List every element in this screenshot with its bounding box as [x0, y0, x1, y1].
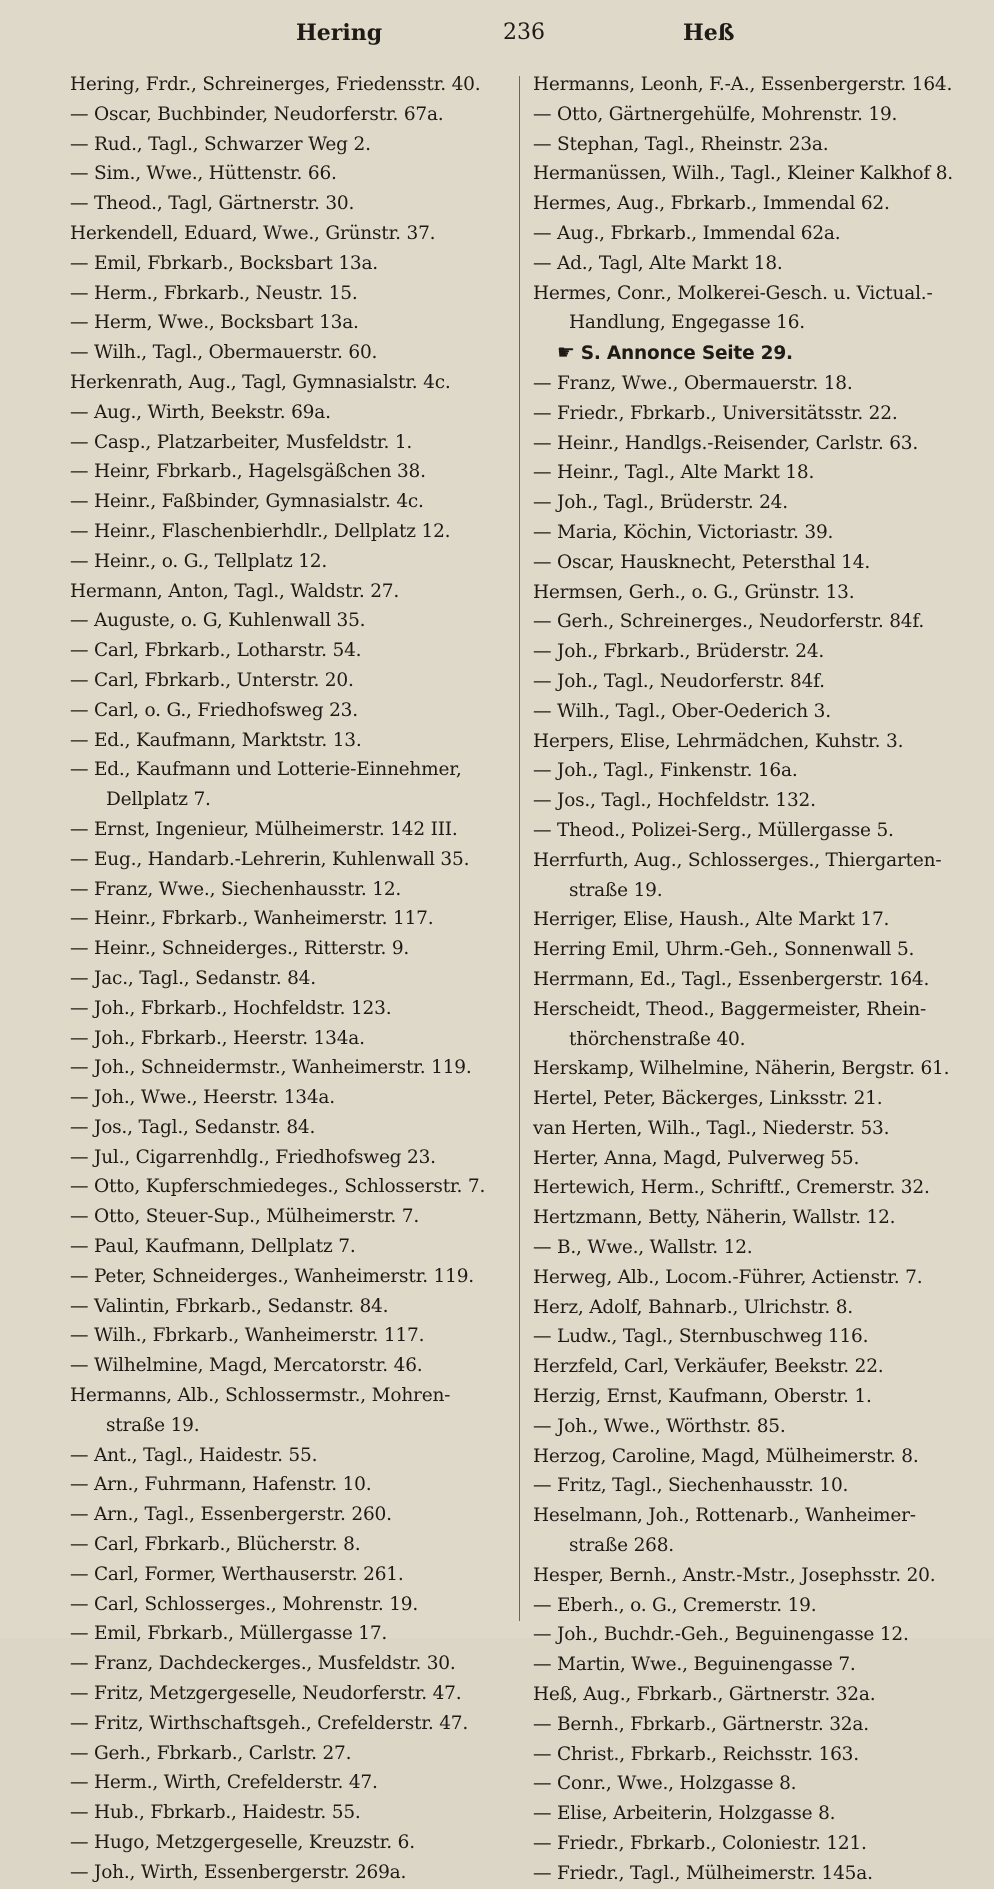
directory-entry: Herrmann, Ed., Tagl., Essenbergerstr. 164. — [533, 968, 930, 990]
directory-entry: — Wilh., Fbrkarb., Wanheimerstr. 117. — [70, 1325, 425, 1347]
directory-entry: — Friedr., Tagl., Mülheimerstr. 145a. — [533, 1862, 873, 1884]
directory-entry: — Herm, Wwe., Bocksbart 13a. — [70, 312, 359, 334]
pointing-hand-icon: ☛ — [557, 340, 575, 365]
directory-entry: Herkenrath, Aug., Tagl, Gymnasialstr. 4c. — [70, 371, 451, 393]
directory-entry: — Sim., Wwe., Hüttenstr. 66. — [70, 163, 337, 185]
directory-entry: Herz, Adolf, Bahnarb., Ulrichstr. 8. — [533, 1296, 853, 1318]
directory-entry: — Bernh., Fbrkarb., Gärtnerstr. 32a. — [533, 1713, 869, 1735]
directory-entry: — Oscar, Hausknecht, Petersthal 14. — [533, 551, 871, 573]
directory-entry: — Wilh., Tagl., Obermauerstr. 60. — [70, 342, 378, 364]
directory-entry: — Emil, Fbrkarb., Bocksbart 13a. — [70, 252, 378, 274]
directory-entry: — Ed., Kaufmann und Lotterie-Einnehmer, — [70, 759, 462, 781]
directory-entry: — Stephan, Tagl., Rheinstr. 23a. — [533, 133, 829, 155]
directory-entry: — Auguste, o. G, Kuhlenwall 35. — [70, 610, 366, 632]
directory-entry: Herzog, Caroline, Magd, Mülheimerstr. 8. — [533, 1445, 919, 1467]
directory-entry: Herscheidt, Theod., Baggermeister, Rhein- — [533, 998, 927, 1020]
directory-entry: — Ad., Tagl, Alte Markt 18. — [533, 252, 783, 274]
directory-entry: — Fritz, Wirthschaftsgeh., Crefelderstr. 47. — [70, 1712, 469, 1734]
directory-entry: — Joh., Wwe., Wörthstr. 85. — [533, 1415, 786, 1437]
directory-entry: Hermsen, Gerh., o. G., Grünstr. 13. — [533, 581, 855, 603]
directory-entry: — Casp., Platzarbeiter, Musfeldstr. 1. — [70, 431, 413, 453]
directory-entry: — Aug., Wirth, Beekstr. 69a. — [70, 401, 331, 423]
directory-entry: — Hub., Fbrkarb., Haidestr. 55. — [70, 1802, 361, 1824]
directory-entry: Hermanüssen, Wilh., Tagl., Kleiner Kalkhof 8. — [533, 163, 953, 185]
directory-entry: — Fritz, Metzgergeselle, Neudorferstr. 47. — [70, 1683, 462, 1705]
directory-entry: Dellplatz 7. — [106, 789, 211, 811]
directory-entry: — Otto, Kupferschmiedeges., Schlosserstr. 7. — [70, 1176, 486, 1198]
directory-entry: — Heinr., Tagl., Alte Markt 18. — [533, 462, 815, 484]
directory-entry: — Joh., Wirth, Essenbergerstr. 269a. — [70, 1861, 407, 1883]
directory-entry: — Wilhelmine, Magd, Mercatorstr. 46. — [70, 1355, 423, 1377]
directory-entry: Herskamp, Wilhelmine, Näherin, Bergstr. 61. — [533, 1058, 950, 1080]
directory-entry: Hermanns, Leonh, F.-A., Essenbergerstr. 164. — [533, 74, 953, 95]
directory-entry: — Hugo, Metzgergeselle, Kreuzstr. 6. — [70, 1832, 415, 1854]
directory-entry: — Oscar, Buchbinder, Neudorferstr. 67a. — [70, 103, 444, 125]
directory-entry: Herkendell, Eduard, Wwe., Grünstr. 37. — [70, 222, 436, 244]
directory-entry: Herweg, Alb., Locom.-Führer, Actienstr. 7. — [533, 1266, 923, 1288]
page-number: 236 — [503, 20, 545, 45]
directory-entry: — Carl, Fbrkarb., Unterstr. 20. — [70, 669, 354, 691]
directory-entry: — Ed., Kaufmann, Marktstr. 13. — [70, 729, 362, 751]
directory-entry: straße 19. — [569, 879, 663, 901]
directory-entry: Heselmann, Joh., Rottenarb., Wanheimer- — [533, 1505, 916, 1527]
directory-entry: — Jos., Tagl., Hochfeldstr. 132. — [533, 790, 816, 812]
directory-entry: — Heinr., o. G., Tellplatz 12. — [70, 550, 328, 572]
directory-entry: Herrfurth, Aug., Schlosserges., Thiergarten- — [533, 849, 942, 871]
directory-entry: — Jos., Tagl., Sedanstr. 84. — [70, 1116, 316, 1138]
directory-entry: — Joh., Wwe., Heerstr. 134a. — [70, 1087, 335, 1109]
annonce-reference: S. Annonce Seite 29. — [580, 343, 793, 365]
directory-entry: — Heinr., Fbrkarb., Wanheimerstr. 117. — [70, 908, 434, 930]
left-column — [70, 70, 520, 1888]
directory-entry: Herpers, Elise, Lehrmädchen, Kuhstr. 3. — [533, 730, 904, 752]
directory-entry: straße 19. — [106, 1414, 200, 1436]
directory-entry: — Franz, Dachdeckerges., Musfeldstr. 30. — [70, 1653, 456, 1675]
directory-entry: — Gerh., Schreinerges., Neudorferstr. 84f. — [533, 611, 925, 633]
directory-entry: Herriger, Elise, Haush., Alte Markt 17. — [533, 909, 890, 931]
directory-entry: — Emil, Fbrkarb., Müllergasse 17. — [70, 1623, 388, 1645]
directory-entry: — Arn., Tagl., Essenbergerstr. 260. — [70, 1504, 392, 1526]
directory-entry: — Franz, Wwe., Siechenhausstr. 12. — [70, 878, 402, 900]
directory-entry: — Franz, Wwe., Obermauerstr. 18. — [533, 372, 853, 394]
directory-entry: Hermes, Conr., Molkerei-Gesch. u. Victual.- — [533, 282, 933, 304]
directory-entry: — B., Wwe., Wallstr. 12. — [533, 1237, 753, 1259]
directory-entry: — Carl, Fbrkarb., Blücherstr. 8. — [70, 1534, 361, 1556]
directory-entry: — Martin, Wwe., Beguinengasse 7. — [533, 1654, 856, 1676]
directory-entry: — Ant., Tagl., Haidestr. 55. — [70, 1444, 318, 1466]
directory-entry: — Wilh., Tagl., Ober-Oederich 3. — [533, 700, 831, 722]
directory-entry: Herter, Anna, Magd, Pulverweg 55. — [533, 1147, 860, 1169]
directory-entry: — Heinr., Faßbinder, Gymnasialstr. 4c. — [70, 491, 424, 513]
directory-entry: Hermann, Anton, Tagl., Waldstr. 27. — [70, 580, 400, 602]
directory-entry: Hering, Frdr., Schreinerges, Friedensstr. 40. — [70, 74, 481, 95]
directory-entry: — Heinr., Schneiderges., Ritterstr. 9. — [70, 938, 410, 960]
directory-entry: — Eberh., o. G., Cremerstr. 19. — [533, 1594, 817, 1616]
directory-entry: — Arn., Fuhrmann, Hafenstr. 10. — [70, 1474, 372, 1496]
directory-entry: — Joh., Tagl., Neudorferstr. 84f. — [533, 670, 825, 692]
directory-entry: — Fritz, Tagl., Siechenhausstr. 10. — [533, 1475, 849, 1497]
directory-entry: — Conr., Wwe., Holzgasse 8. — [533, 1773, 797, 1795]
directory-entry: — Jac., Tagl., Sedanstr. 84. — [70, 967, 316, 989]
right-column — [533, 70, 978, 1889]
directory-entry: — Friedr., Fbrkarb., Coloniestr. 121. — [533, 1833, 867, 1855]
directory-entry: — Heinr., Handlgs.-Reisender, Carlstr. 63. — [533, 432, 919, 454]
directory-entry: — Valintin, Fbrkarb., Sedanstr. 84. — [70, 1295, 389, 1317]
directory-entry: thörchenstraße 40. — [569, 1028, 746, 1050]
directory-entry: Herzig, Ernst, Kaufmann, Oberstr. 1. — [533, 1386, 872, 1408]
directory-entry: Hertewich, Herm., Schriftf., Cremerstr. 32. — [533, 1177, 930, 1199]
directory-entry: — Jul., Cigarrenhdlg., Friedhofsweg 23. — [70, 1146, 436, 1168]
directory-entry: — Carl, o. G., Friedhofsweg 23. — [70, 699, 358, 721]
directory-entry: — Ludw., Tagl., Sternbuschweg 116. — [533, 1326, 869, 1348]
directory-entry: — Joh., Buchdr.-Geh., Beguinengasse 12. — [533, 1624, 909, 1646]
directory-entry: — Joh., Tagl., Finkenstr. 16a. — [533, 760, 798, 782]
directory-entry — [533, 338, 978, 369]
directory-entry: — Maria, Köchin, Victoriastr. 39. — [533, 521, 834, 543]
directory-entry: — Heinr., Flaschenbierhdlr., Dellplatz 12. — [70, 520, 451, 542]
directory-entry: van Herten, Wilh., Tagl., Niederstr. 53. — [533, 1117, 890, 1139]
directory-entry: — Theod., Polizei-Serg., Müllergasse 5. — [533, 819, 894, 841]
header-left-keyword: Hering — [296, 20, 383, 46]
directory-entry: straße 268. — [569, 1535, 674, 1557]
directory-entry: — Joh., Fbrkarb., Heerstr. 134a. — [70, 1027, 365, 1049]
directory-entry: Handlung, Engegasse 16. — [569, 312, 805, 334]
directory-entry: Hertel, Peter, Bäckerges, Linksstr. 21. — [533, 1088, 883, 1110]
directory-entry: — Rud., Tagl., Schwarzer Weg 2. — [70, 133, 371, 155]
directory-entry: — Herm., Wirth, Crefelderstr. 47. — [70, 1772, 378, 1794]
directory-entry: Hermes, Aug., Fbrkarb., Immendal 62. — [533, 193, 890, 215]
header-right-keyword: Heß — [683, 20, 735, 46]
directory-entry: — Otto, Steuer-Sup., Mülheimerstr. 7. — [70, 1206, 420, 1228]
directory-entry: Hesper, Bernh., Anstr.-Mstr., Josephsstr. 20. — [533, 1564, 936, 1586]
directory-entry: — Aug., Fbrkarb., Immendal 62a. — [533, 222, 841, 244]
directory-entry: — Heinr, Fbrkarb., Hagelsgäßchen 38. — [70, 461, 426, 483]
directory-entry: — Carl, Former, Werthauserstr. 261. — [70, 1563, 404, 1585]
directory-entry: — Carl, Fbrkarb., Lotharstr. 54. — [70, 640, 362, 662]
directory-entry: — Christ., Fbrkarb., Reichsstr. 163. — [533, 1743, 859, 1765]
directory-entry: Heß, Aug., Fbrkarb., Gärtnerstr. 32a. — [533, 1684, 876, 1706]
directory-entry: — Herm., Fbrkarb., Neustr. 15. — [70, 282, 358, 304]
directory-entry: — Joh., Schneidermstr., Wanheimerstr. 119. — [70, 1057, 472, 1079]
directory-entry: Hermanns, Alb., Schlossermstr., Mohren- — [70, 1385, 451, 1407]
directory-entry: — Carl, Schlosserges., Mohrenstr. 19. — [70, 1593, 419, 1615]
directory-entry: — Theod., Tagl, Gärtnerstr. 30. — [70, 193, 355, 215]
directory-entry: — Friedr., Fbrkarb., Universitätsstr. 22. — [533, 402, 898, 424]
directory-entry: — Otto, Gärtnergehülfe, Mohrenstr. 19. — [533, 103, 898, 125]
directory-entry: — Eug., Handarb.-Lehrerin, Kuhlenwall 35. — [70, 848, 470, 870]
directory-entry: — Gerh., Fbrkarb., Carlstr. 27. — [70, 1742, 352, 1764]
directory-entry: Herring Emil, Uhrm.-Geh., Sonnenwall 5. — [533, 939, 915, 961]
directory-entry: — Joh., Fbrkarb., Hochfeldstr. 123. — [70, 997, 392, 1019]
directory-entry: Hertzmann, Betty, Näherin, Wallstr. 12. — [533, 1207, 896, 1229]
directory-entry: — Elise, Arbeiterin, Holzgasse 8. — [533, 1803, 836, 1825]
page-header — [0, 20, 994, 54]
directory-entry: — Paul, Kaufmann, Dellplatz 7. — [70, 1236, 356, 1258]
directory-entry: — Joh., Fbrkarb., Brüderstr. 24. — [533, 641, 825, 663]
directory-entry: — Ernst, Ingenieur, Mülheimerstr. 142 III. — [70, 818, 458, 840]
directory-entry: Herzfeld, Carl, Verkäufer, Beekstr. 22. — [533, 1356, 884, 1378]
directory-entry: — Peter, Schneiderges., Wanheimerstr. 119. — [70, 1265, 474, 1287]
directory-entry: — Joh., Tagl., Brüderstr. 24. — [533, 492, 788, 514]
